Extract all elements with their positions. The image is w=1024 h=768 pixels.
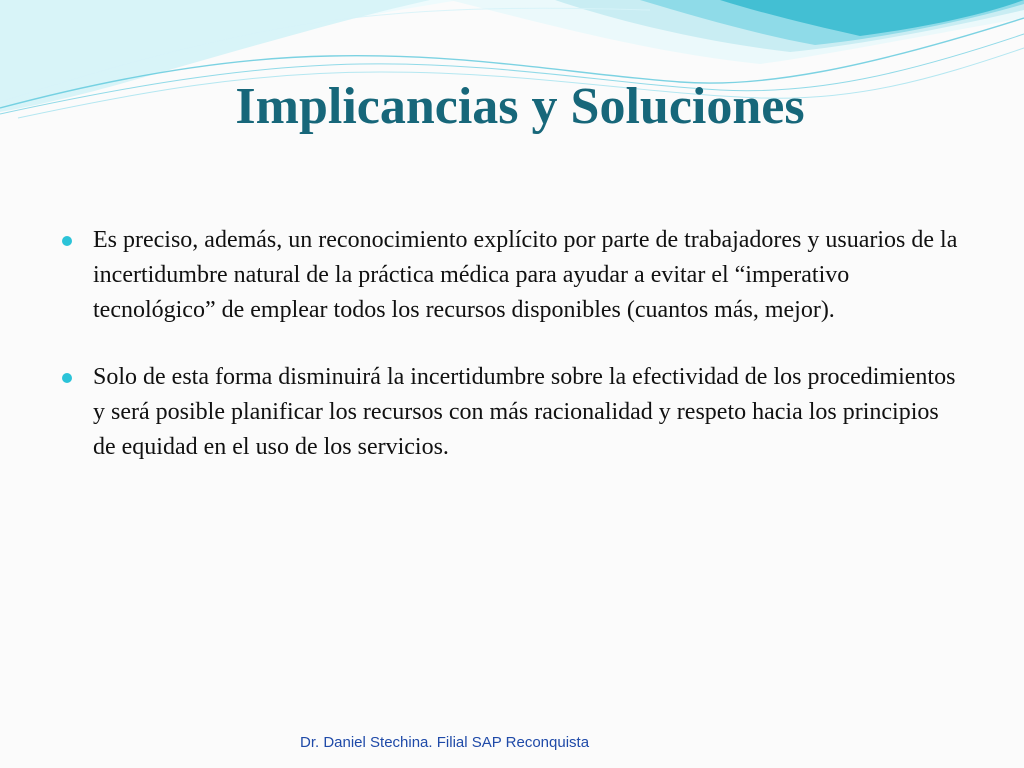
- bullet-list: [62, 223, 967, 465]
- bullet-item-1: [62, 223, 967, 328]
- slide-title: Implicancias y Soluciones: [235, 78, 805, 135]
- bullet-text-1: Es preciso, además, un reconocimiento explícito por parte de trabajadores y usuarios de la incertidumbre natural de la práctica médica para ayudar a evitar el “imperativo tecnológico” de emplear todos los recursos disponibles (cuantos más, mejor).: [93, 227, 958, 323]
- bullet-item-2: [62, 360, 967, 465]
- bullet-text-2: Solo de esta forma disminuirá la incertidumbre sobre la efectividad de los procedimientos y será posible planificar los recursos con más racionalidad y respeto hacia los principios de equidad en el uso de los servicios.: [93, 364, 956, 460]
- bullet-dot-icon: [62, 373, 72, 383]
- bullet-dot-icon: [62, 236, 72, 246]
- slide-footer: Dr. Daniel Stechina. Filial SAP Reconquista: [300, 734, 590, 751]
